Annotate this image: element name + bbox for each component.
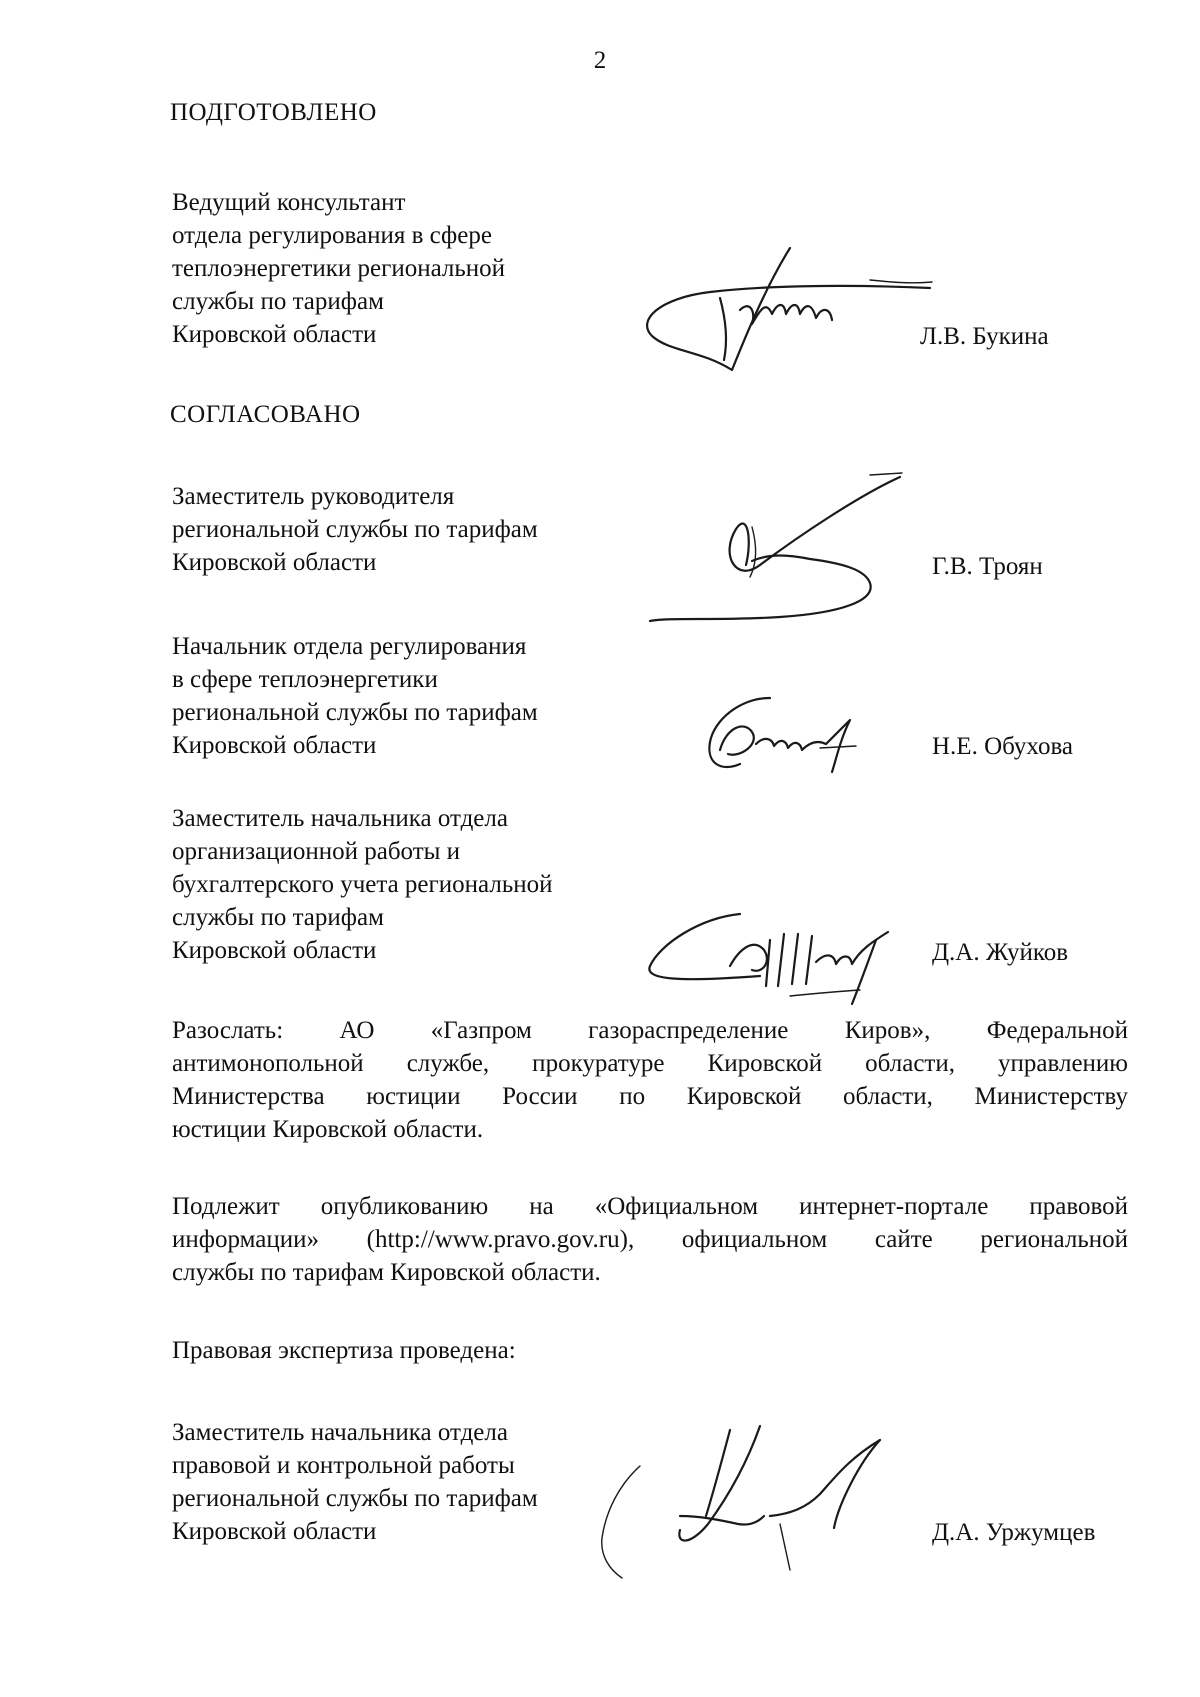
publication-paragraph <box>172 1190 1128 1289</box>
agreed-position-3: Заместитель начальника отдела организационной работы и бухгалтерского учета региональной службы по тарифам Кировской области <box>172 805 553 964</box>
agreed-position-2: Начальник отдела регулирования в сфере теплоэнергетики региональной службы по тарифам Кировской области <box>172 633 538 759</box>
agreed-name-3: Д.А. Жуйков <box>932 939 1069 966</box>
distribution-line: Разослать: АО «Газпром газораспределение Киров», Федеральной <box>172 1017 1128 1044</box>
distribution-line: Министерства юстиции России по Кировской области, Министерству <box>172 1083 1128 1110</box>
prepared-heading: ПОДГОТОВЛЕНО <box>170 99 377 126</box>
signature-zhuikov <box>640 900 930 1010</box>
signature-urzhumtsev <box>580 1420 900 1590</box>
signature-obukhova <box>700 680 880 780</box>
publication-line: Подлежит опубликованию на «Официальном интернет-портале правовой <box>172 1193 1128 1220</box>
distribution-line: юстиции Кировской области. <box>172 1116 484 1143</box>
agreed-name-2: Н.Е. Обухова <box>932 733 1074 760</box>
legal-review-name: Д.А. Уржумцев <box>932 1519 1096 1546</box>
legal-review-position: Заместитель начальника отдела правовой и контрольной работы региональной службы по тарифам Кировской области <box>172 1419 538 1545</box>
page-number: 2 <box>593 47 607 74</box>
agreed-heading: СОГЛАСОВАНО <box>170 401 361 428</box>
distribution-line: антимонопольной службе, прокуратуре Кировской области, управлению <box>172 1050 1128 1077</box>
distribution-paragraph <box>172 1014 1128 1146</box>
legal-review-heading: Правовая экспертиза проведена: <box>172 1337 516 1364</box>
prepared-name: Л.В. Букина <box>920 323 1049 350</box>
signature-bukina <box>640 240 940 380</box>
publication-line: службы по тарифам Кировской области. <box>172 1259 601 1286</box>
publication-line: информации» (http://www.pravo.gov.ru), официальном сайте региональной <box>172 1226 1128 1253</box>
prepared-position: Ведущий консультант отдела регулирования в сфере теплоэнергетики региональной службы по тарифам Кировской области <box>172 189 506 348</box>
signature-troyan <box>640 465 920 635</box>
agreed-name-1: Г.В. Троян <box>932 553 1043 580</box>
agreed-position-1: Заместитель руководителя региональной службы по тарифам Кировской области <box>172 483 538 576</box>
